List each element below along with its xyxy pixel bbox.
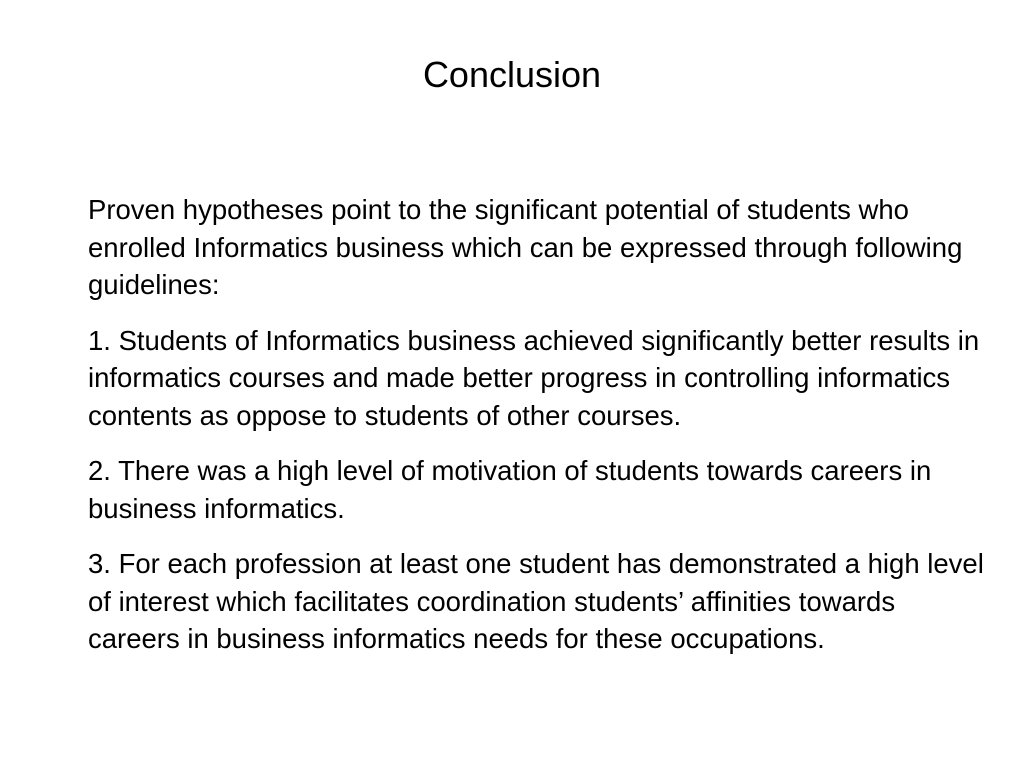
conclusion-point-2: 2. There was a high level of motivation of students towards careers in business informatics.: [88, 455, 932, 524]
slide-title: Conclusion: [422, 54, 602, 95]
slide-body: [88, 191, 988, 658]
conclusion-point-3: 3. For each profession at least one student has demonstrated a high level of interest which facilitates coordination students’ affinities towards careers in business informatics needs for these occupations.: [88, 548, 984, 654]
conclusion-point-1: 1. Students of Informatics business achieved significantly better results in informatics courses and made better progress in controlling informatics contents as oppose to students of other courses.: [88, 324, 980, 431]
intro-paragraph: Proven hypotheses point to the significant potential of students who enrolled Informatics business which can be expressed through following guidelines:: [88, 194, 963, 300]
